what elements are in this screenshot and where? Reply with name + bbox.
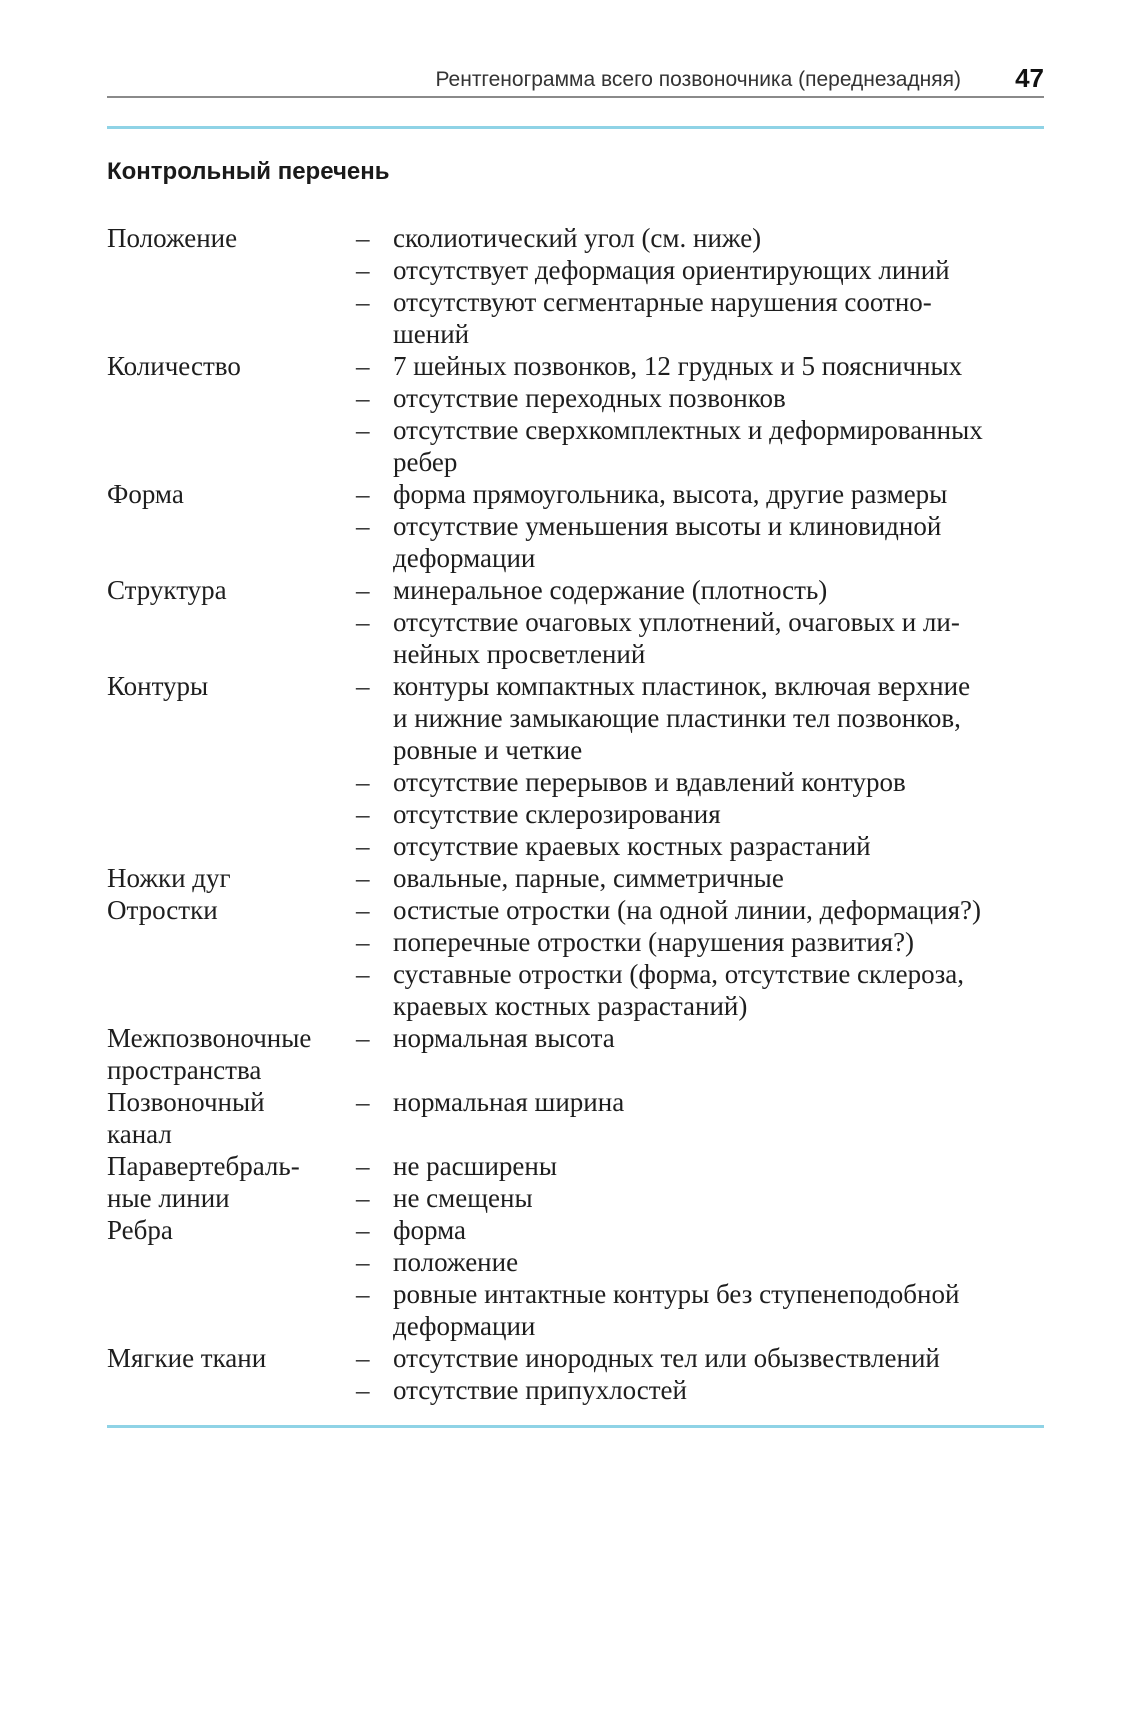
- checklist-item: [352, 958, 1047, 1022]
- running-title: Рентгенограмма всего позвоночника (переднезадняя): [435, 68, 961, 91]
- item-line: овальные, парные, симметричные: [393, 863, 784, 893]
- checklist-item: [352, 286, 1047, 350]
- dash-bullet: –: [356, 1375, 370, 1405]
- item-line: шений: [393, 319, 470, 349]
- checklist-term: [107, 862, 352, 894]
- term-line: Позвоночный: [107, 1087, 265, 1117]
- checklist-item: [352, 798, 1047, 830]
- item-line: деформации: [393, 1311, 536, 1341]
- item-text: [393, 350, 962, 382]
- checklist-item: [352, 1086, 1047, 1118]
- item-text: [393, 830, 871, 862]
- dash-bullet: –: [356, 511, 370, 541]
- item-line: нормальная высота: [393, 1023, 615, 1053]
- checklist-items: [352, 1086, 1047, 1150]
- checklist-row: [107, 1086, 1047, 1150]
- checklist-item: [352, 670, 1047, 766]
- term-line: Количество: [107, 351, 241, 381]
- section-title: Контрольный перечень: [107, 158, 390, 185]
- term-line: Межпозвоночные: [107, 1023, 312, 1053]
- checklist-items: [352, 1022, 1047, 1086]
- checklist-item: [352, 350, 1047, 382]
- dash-bullet: –: [356, 959, 370, 989]
- checklist-item: [352, 382, 1047, 414]
- item-text: [393, 894, 981, 926]
- item-line: минеральное содержание (плотность): [393, 575, 828, 605]
- term-line: Мягкие ткани: [107, 1343, 267, 1373]
- item-text: [393, 766, 906, 798]
- item-line: отсутствие уменьшения высоты и клиновидной: [393, 511, 942, 541]
- checklist-items: [352, 1214, 1047, 1342]
- item-text: [393, 1342, 940, 1374]
- dash-bullet: –: [356, 895, 370, 925]
- item-line: не смещены: [393, 1183, 533, 1213]
- checklist-item: [352, 1022, 1047, 1054]
- dash-bullet: –: [356, 863, 370, 893]
- item-line: отсутствие припухлостей: [393, 1375, 687, 1405]
- dash-bullet: –: [356, 255, 370, 285]
- checklist-term: [107, 350, 352, 478]
- checklist-item: [352, 574, 1047, 606]
- item-text: [393, 382, 786, 414]
- checklist-items: [352, 1150, 1047, 1214]
- checklist-items: [352, 222, 1047, 350]
- dash-bullet: –: [356, 223, 370, 253]
- item-line: 7 шейных позвонков, 12 грудных и 5 поясничных: [393, 351, 963, 381]
- checklist-item: [352, 222, 1047, 254]
- item-line: отсутствие переходных позвонков: [393, 383, 786, 413]
- item-line: деформации: [393, 543, 536, 573]
- checklist-items: [352, 574, 1047, 670]
- item-text: [393, 574, 827, 606]
- checklist-item: [352, 254, 1047, 286]
- dash-bullet: –: [356, 1151, 370, 1181]
- item-text: [393, 606, 960, 670]
- item-line: нормальная ширина: [393, 1087, 625, 1117]
- checklist-term: [107, 574, 352, 670]
- term-line: канал: [107, 1119, 172, 1149]
- item-text: [393, 926, 914, 958]
- checklist-item: [352, 606, 1047, 670]
- dash-bullet: –: [356, 287, 370, 317]
- checklist-item: [352, 478, 1047, 510]
- item-text: [393, 1182, 533, 1214]
- checklist-term: [107, 222, 352, 350]
- item-text: [393, 1214, 466, 1246]
- dash-bullet: –: [356, 1343, 370, 1373]
- item-line: остистые отростки (на одной линии, деформация?): [393, 895, 981, 925]
- item-line: отсутствие сверхкомплектных и деформированных: [393, 415, 983, 445]
- dash-bullet: –: [356, 607, 370, 637]
- dash-bullet: –: [356, 671, 370, 701]
- checklist-items: [352, 350, 1047, 478]
- page-number: 47: [1015, 63, 1044, 93]
- checklist-item: [352, 1214, 1047, 1246]
- checklist-row: [107, 1022, 1047, 1086]
- item-line: суставные отростки (форма, отсутствие склероза,: [393, 959, 965, 989]
- item-line: отсутствие перерывов и вдавлений контуров: [393, 767, 906, 797]
- checklist-row: [107, 222, 1047, 350]
- checklist-item: [352, 766, 1047, 798]
- term-line: Паравертебраль-: [107, 1151, 300, 1181]
- item-line: и нижние замыкающие пластинки тел позвонков,: [393, 703, 961, 733]
- dash-bullet: –: [356, 415, 370, 445]
- checklist-term: [107, 1022, 352, 1086]
- dash-bullet: –: [356, 1247, 370, 1277]
- checklist-item: [352, 1246, 1047, 1278]
- item-line: отсутствие очаговых уплотнений, очаговых и ли-: [393, 607, 960, 637]
- checklist-term: [107, 1214, 352, 1342]
- dash-bullet: –: [356, 799, 370, 829]
- checklist-item: [352, 862, 1047, 894]
- checklist-row: [107, 478, 1047, 574]
- item-text: [393, 286, 932, 350]
- checklist-item: [352, 1342, 1047, 1374]
- checklist-item: [352, 894, 1047, 926]
- checklist-items: [352, 1342, 1047, 1406]
- checklist-row: [107, 574, 1047, 670]
- term-line: Форма: [107, 479, 184, 509]
- checklist-items: [352, 670, 1047, 862]
- dash-bullet: –: [356, 831, 370, 861]
- item-text: [393, 958, 964, 1022]
- term-line: ные линии: [107, 1183, 230, 1213]
- checklist-row: [107, 894, 1047, 1022]
- checklist-term: [107, 894, 352, 1022]
- checklist-items: [352, 894, 1047, 1022]
- checklist-item: [352, 1374, 1047, 1406]
- item-text: [393, 1086, 624, 1118]
- checklist-items: [352, 478, 1047, 574]
- dash-bullet: –: [356, 575, 370, 605]
- item-text: [393, 414, 983, 478]
- item-text: [393, 1278, 959, 1342]
- checklist-term: [107, 478, 352, 574]
- checklist-term: [107, 1342, 352, 1406]
- checklist-item: [352, 830, 1047, 862]
- item-text: [393, 510, 941, 574]
- item-line: отсутствие инородных тел или обызвествлений: [393, 1343, 940, 1373]
- checklist-row: [107, 1342, 1047, 1406]
- checklist-term: [107, 1086, 352, 1150]
- dash-bullet: –: [356, 1279, 370, 1309]
- running-head: [107, 60, 1044, 98]
- dash-bullet: –: [356, 351, 370, 381]
- dash-bullet: –: [356, 479, 370, 509]
- checklist-item: [352, 1278, 1047, 1342]
- checklist-row: [107, 350, 1047, 478]
- item-text: [393, 798, 721, 830]
- term-line: Ножки дуг: [107, 863, 231, 893]
- checklist-item: [352, 926, 1047, 958]
- item-line: не расширены: [393, 1151, 557, 1181]
- dash-bullet: –: [356, 1023, 370, 1053]
- item-text: [393, 478, 947, 510]
- item-text: [393, 222, 761, 254]
- item-line: ровные и четкие: [393, 735, 583, 765]
- dash-bullet: –: [356, 1183, 370, 1213]
- item-line: контуры компактных пластинок, включая верхние: [393, 671, 971, 701]
- item-text: [393, 1150, 557, 1182]
- term-line: пространства: [107, 1055, 262, 1085]
- checklist-item: [352, 414, 1047, 478]
- checklist-term: [107, 1150, 352, 1214]
- item-line: отсутствие склерозирования: [393, 799, 721, 829]
- checklist-row: [107, 1214, 1047, 1342]
- item-line: нейных просветлений: [393, 639, 646, 669]
- item-text: [393, 1374, 687, 1406]
- dash-bullet: –: [356, 383, 370, 413]
- item-line: отсутствует деформация ориентирующих линий: [393, 255, 950, 285]
- checklist-row: [107, 670, 1047, 862]
- dash-bullet: –: [356, 927, 370, 957]
- dash-bullet: –: [356, 1087, 370, 1117]
- item-line: положение: [393, 1247, 519, 1277]
- checklist-items: [352, 862, 1047, 894]
- checklist-item: [352, 1182, 1047, 1214]
- item-text: [393, 1246, 518, 1278]
- top-divider: [107, 126, 1044, 129]
- item-line: краевых костных разрастаний): [393, 991, 748, 1021]
- checklist-item: [352, 1150, 1047, 1182]
- item-line: сколиотический угол (см. ниже): [393, 223, 762, 253]
- item-text: [393, 670, 970, 766]
- checklist-term: [107, 670, 352, 862]
- dash-bullet: –: [356, 767, 370, 797]
- checklist: [107, 222, 1047, 1406]
- term-line: Структура: [107, 575, 227, 605]
- bottom-divider: [107, 1425, 1044, 1428]
- item-text: [393, 862, 784, 894]
- item-line: ребер: [393, 447, 458, 477]
- item-line: ровные интактные контуры без ступенеподобной: [393, 1279, 960, 1309]
- item-text: [393, 254, 950, 286]
- item-line: поперечные отростки (нарушения развития?): [393, 927, 915, 957]
- term-line: Отростки: [107, 895, 218, 925]
- checklist-row: [107, 862, 1047, 894]
- dash-bullet: –: [356, 1215, 370, 1245]
- checklist-row: [107, 1150, 1047, 1214]
- term-line: Ребра: [107, 1215, 173, 1245]
- term-line: Контуры: [107, 671, 209, 701]
- item-line: форма прямоугольника, высота, другие размеры: [393, 479, 948, 509]
- item-text: [393, 1022, 615, 1054]
- term-line: Положение: [107, 223, 238, 253]
- checklist-item: [352, 510, 1047, 574]
- item-line: отсутствуют сегментарные нарушения соотно-: [393, 287, 932, 317]
- item-line: форма: [393, 1215, 466, 1245]
- item-line: отсутствие краевых костных разрастаний: [393, 831, 871, 861]
